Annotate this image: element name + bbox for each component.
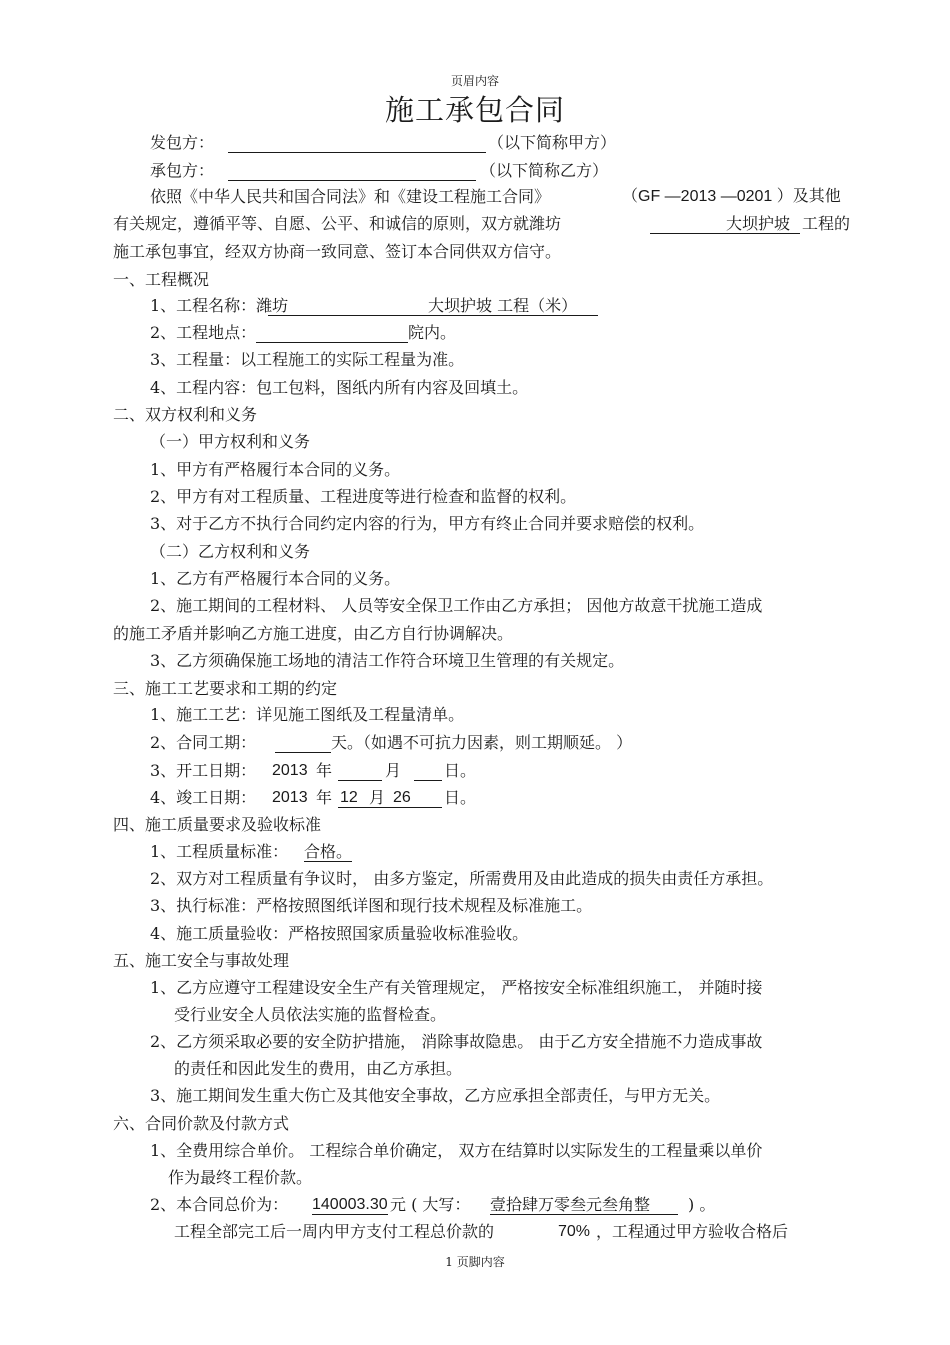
project-location-underline bbox=[256, 342, 408, 343]
section-5-heading: 五、施工安全与事故处理 bbox=[113, 951, 290, 970]
party-a-duty-1: 1、甲方有严格履行本合同的义务。 bbox=[150, 460, 401, 479]
section-1-heading: 一、工程概况 bbox=[113, 270, 210, 289]
end-date-label: 4、竣工日期： bbox=[150, 788, 257, 807]
safety-item-2: 2、乙方须采取必要的安全防护措施， 消除事故隐患。 由于乙方安全措施不力造成事故 bbox=[150, 1032, 763, 1051]
intro-line-3: 施工承包事宜，经双方协商一致同意、签订本合同供双方信守。 bbox=[113, 242, 562, 261]
start-month-underline bbox=[338, 780, 382, 781]
safety-item-1-cont: 受行业安全人员依法实施的监督检查。 bbox=[174, 1005, 447, 1024]
construction-craft: 1、施工工艺：详见施工图纸及工程量清单。 bbox=[150, 705, 465, 724]
quality-acceptance: 4、施工质量验收：严格按照国家质量验收标准验收。 bbox=[150, 924, 529, 943]
party-a-label: 发包方： bbox=[150, 133, 215, 152]
party-a-duty-2: 2、甲方有对工程质量、工程进度等进行检查和监督的权利。 bbox=[150, 487, 577, 506]
payment-item-1: 1、全费用综合单价。 工程综合单价确定， 双方在结算时以实际发生的工程量乘以单价 bbox=[150, 1141, 763, 1160]
safety-item-1: 1、乙方应遵守工程建设安全生产有关管理规定， 严格按安全标准组织施工， 并随时接 bbox=[150, 978, 763, 997]
end-date-year-unit: 年 bbox=[316, 788, 333, 807]
party-b-note: （以下简称乙方） bbox=[480, 161, 609, 180]
end-date-month: 12 bbox=[340, 789, 358, 806]
contract-period-underline bbox=[275, 752, 331, 753]
start-date-label: 3、开工日期： bbox=[150, 761, 257, 780]
section-3-heading: 三、施工工艺要求和工期的约定 bbox=[113, 679, 338, 698]
project-name-value: 大坝护坡 工程（米） bbox=[428, 296, 578, 315]
project-quantity: 3、工程量：以工程施工的实际工程量为准。 bbox=[150, 350, 465, 369]
party-b-label: 承包方： bbox=[150, 161, 215, 180]
total-price-unit: 元 ( 大写： bbox=[390, 1195, 471, 1214]
execution-standard: 3、执行标准：严格按照图纸详图和现行技术规程及标准施工。 bbox=[150, 896, 593, 915]
section-2-heading: 二、双方权利和义务 bbox=[113, 405, 258, 424]
total-price-number: 140003.30 bbox=[312, 1196, 388, 1213]
payment-item-3-end: ，工程通过甲方验收合格后 bbox=[596, 1222, 789, 1241]
safety-item-3: 3、施工期间发生重大伤亡及其他安全事故，乙方应承担全部责任，与甲方无关。 bbox=[150, 1086, 721, 1105]
total-price-label: 2、本合同总价为： bbox=[150, 1195, 289, 1214]
project-location-suffix: 院内。 bbox=[408, 323, 457, 342]
payment-item-3: 工程全部完工后一周内甲方支付工程总价款的 bbox=[174, 1222, 495, 1241]
start-date-day-unit: 日。 bbox=[444, 761, 477, 780]
quality-standard-label: 1、工程质量标准： bbox=[150, 842, 289, 861]
project-name-label: 1、工程名称：潍坊 bbox=[150, 296, 289, 315]
end-date-day: 26 bbox=[393, 789, 411, 806]
contract-period-label: 2、合同工期： bbox=[150, 733, 257, 752]
total-price-end: ) 。 bbox=[688, 1195, 716, 1214]
intro-line-1: 依照《中华人民共和国合同法》和《建设工程施工合同》 bbox=[150, 187, 551, 206]
party-b-duty-2-cont: 的施工矛盾并影响乙方施工进度，由乙方自行协调解决。 bbox=[113, 624, 514, 643]
section-6-heading: 六、合同价款及付款方式 bbox=[113, 1114, 290, 1133]
party-b-duty-2: 2、施工期间的工程材料、 人员等安全保卫工作由乙方承担； 因他方故意干扰施工造成 bbox=[150, 596, 763, 615]
safety-item-2-cont: 的责任和因此发生的费用，由乙方承担。 bbox=[174, 1059, 463, 1078]
intro-line-1-code: （GF —2013 —0201 ）及其他 bbox=[622, 188, 841, 205]
intro-project-name: 大坝护坡 bbox=[726, 214, 791, 233]
total-price-words: 壹拾肆万零叁元叁角整 bbox=[490, 1195, 678, 1215]
end-date-day-unit: 日。 bbox=[444, 788, 477, 807]
end-date-year: 2013 bbox=[272, 789, 308, 806]
section-4-heading: 四、施工质量要求及验收标准 bbox=[113, 815, 322, 834]
contract-period-note: 。（如遇不可抗力因素，则工期顺延。 ） bbox=[347, 733, 633, 752]
start-day-underline bbox=[414, 780, 442, 781]
party-a-duty-3: 3、对于乙方不执行合同约定内容的行为，甲方有终止合同并要求赔偿的权利。 bbox=[150, 514, 705, 533]
start-date-year-unit: 年 bbox=[316, 761, 333, 780]
quality-standard-value: 合格。 bbox=[304, 842, 353, 861]
party-a-blank-line bbox=[228, 152, 486, 153]
start-date-year: 2013 bbox=[272, 762, 308, 779]
party-a-note: （以下简称甲方） bbox=[488, 133, 617, 152]
party-b-duty-1: 1、乙方有严格履行本合同的义务。 bbox=[150, 569, 401, 588]
party-b-blank-line bbox=[228, 180, 476, 181]
payment-item-1-cont: 作为最终工程价款。 bbox=[168, 1168, 313, 1187]
intro-line-2: 有关规定，遵循平等、自愿、公平、和诚信的原则，双方就潍坊 bbox=[113, 214, 562, 233]
contract-period-unit: 天 bbox=[331, 733, 348, 752]
project-content: 4、工程内容：包工包料，图纸内所有内容及回填土。 bbox=[150, 378, 529, 397]
payment-percent: 70% bbox=[558, 1223, 591, 1240]
end-date-month-unit: 月 bbox=[369, 788, 386, 807]
page-header: 页眉内容 bbox=[450, 74, 499, 88]
contract-title: 施工承包合同 bbox=[384, 93, 565, 127]
start-date-month-unit: 月 bbox=[385, 761, 402, 780]
project-location-label: 2、工程地点： bbox=[150, 323, 257, 342]
party-b-duty-3: 3、乙方须确保施工场地的清洁工作符合环境卫生管理的有关规定。 bbox=[150, 651, 625, 670]
section-2-sub-a: （一）甲方权利和义务 bbox=[150, 432, 311, 451]
section-2-sub-b: （二）乙方权利和义务 bbox=[150, 542, 311, 561]
quality-dispute: 2、双方对工程质量有争议时， 由多方鉴定，所需费用及由此造成的损失由责任方承担。 bbox=[150, 869, 774, 888]
page-footer: 1 页脚内容 bbox=[445, 1255, 505, 1269]
intro-line-2-end: 工程的 bbox=[802, 214, 851, 233]
